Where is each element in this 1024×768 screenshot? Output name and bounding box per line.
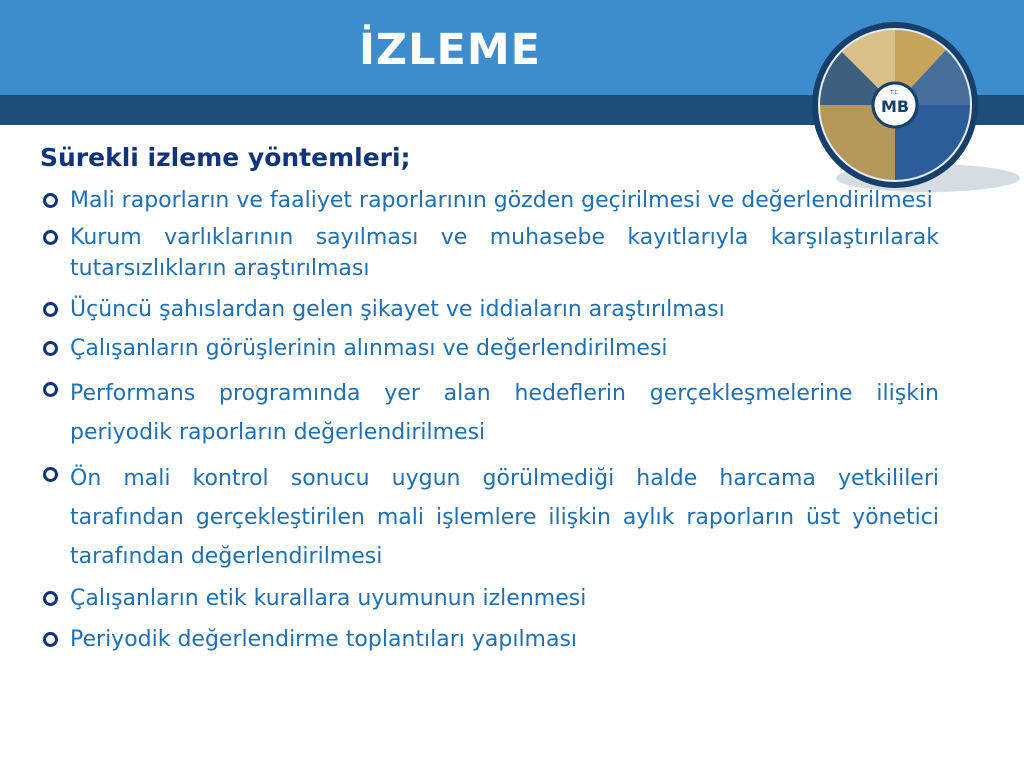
list-item-text: Üçüncü şahıslardan gelen şikayet ve iddiaların araştırılması [70,297,725,322]
list-item [42,222,939,284]
bullet-circle-icon [42,624,70,650]
list-item-text: Ön mali kontrol sonucu uygun görülmediği halde harcama yetkilileri tarafından gerçekleştirilen mali işlemlere ilişkin aylık raporların üst yönetici tarafından değerlendirilmesi [70,466,939,569]
bullet-circle-icon [42,333,70,359]
list-item [42,374,939,452]
list-item [42,185,939,216]
list-item [42,333,939,364]
list-item-text: Performans programında yer alan hedeflerin gerçekleşmelerine ilişkin periyodik raporların değerlendirilmesi [70,381,939,445]
logo-emblem-text: MB [880,97,910,116]
bullet-circle-icon [42,374,70,400]
list-item-text: Çalışanların etik kurallara uyumunun izlenmesi [70,586,587,611]
bullet-circle-icon [42,459,70,485]
list-item-text: Mali raporların ve faaliyet raporlarının gözden geçirilmesi ve değerlendirilmesi [70,188,933,213]
list-item [42,459,939,576]
section-subtitle: Sürekli izleme yöntemleri; [40,143,411,172]
bullet-list [42,185,939,655]
list-item [42,583,939,614]
bullet-circle-icon [42,583,70,609]
slide-title: İZLEME [358,25,542,75]
list-item-text: Kurum varlıklarının sayılması ve muhasebe kayıtlarıyla karşılaştırılarak tutarsızlıkların araştırılması [70,225,939,281]
list-item [42,294,939,325]
bullet-circle-icon [42,222,70,248]
list-item [42,624,939,655]
ministry-logo [810,20,1024,195]
list-item-text: Çalışanların görüşlerinin alınması ve değerlendirilmesi [70,336,668,361]
logo-emblem-small: T.C. [890,90,900,96]
bullet-circle-icon [42,294,70,320]
bullet-circle-icon [42,185,70,211]
list-item-text: Periyodik değerlendirme toplantıları yapılması [70,627,578,652]
